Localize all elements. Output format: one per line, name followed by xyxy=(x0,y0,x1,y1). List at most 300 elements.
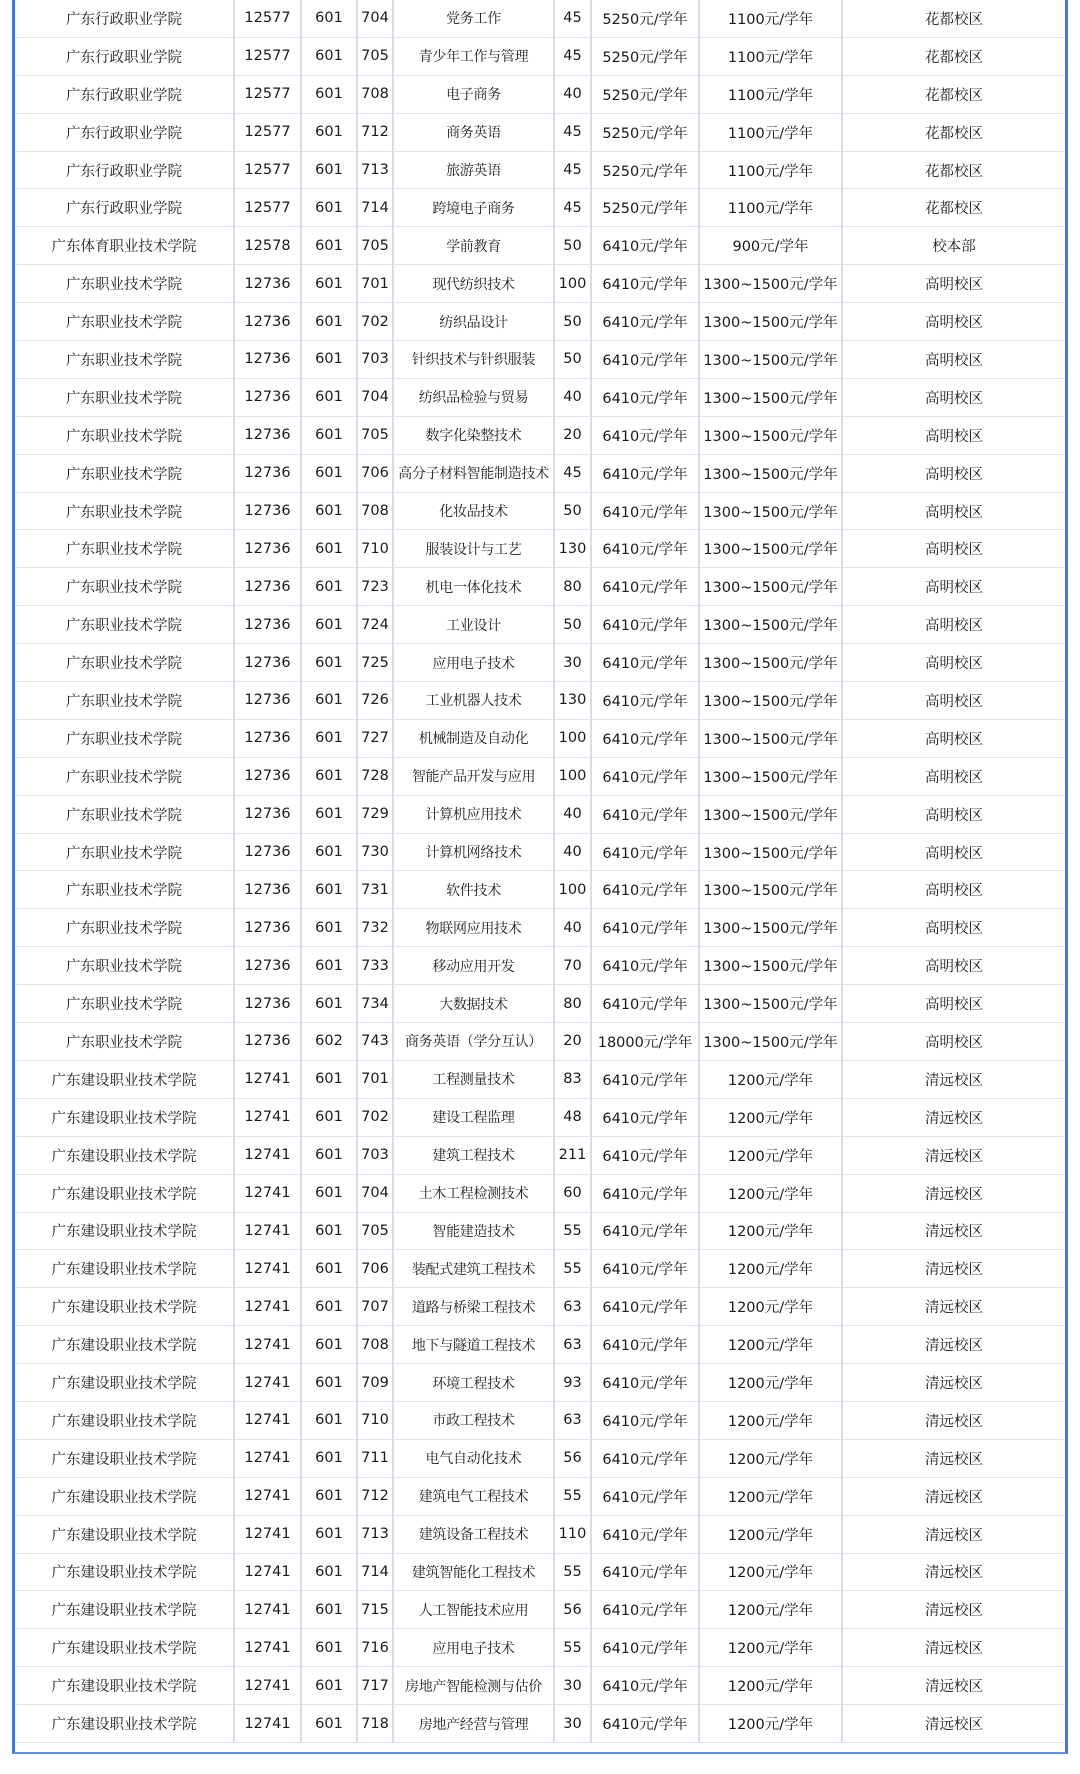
tuition-cell: 6410元/学年 xyxy=(591,1060,699,1098)
major-name-cell: 现代纺织技术 xyxy=(393,265,554,303)
campus-cell: 高明校区 xyxy=(842,644,1065,682)
major-code-cell: 705 xyxy=(357,1212,393,1250)
group-code-cell: 601 xyxy=(301,113,357,151)
campus-cell: 高明校区 xyxy=(842,1023,1065,1061)
major-name-cell: 大数据技术 xyxy=(393,985,554,1023)
plan-count-cell: 20 xyxy=(554,1023,591,1061)
major-name-cell: 道路与桥梁工程技术 xyxy=(393,1288,554,1326)
table-row xyxy=(15,719,1065,757)
school-code-cell: 12736 xyxy=(234,985,301,1023)
campus-cell: 清远校区 xyxy=(842,1326,1065,1364)
major-code-cell: 708 xyxy=(357,1326,393,1364)
accommodation-fee-cell: 1100元/学年 xyxy=(699,189,842,227)
table-row xyxy=(15,1212,1065,1250)
major-code-cell: 703 xyxy=(357,1136,393,1174)
campus-cell: 高明校区 xyxy=(842,416,1065,454)
plan-count-cell: 110 xyxy=(554,1515,591,1553)
accommodation-fee-cell: 1200元/学年 xyxy=(699,1591,842,1629)
campus-cell: 清远校区 xyxy=(842,1136,1065,1174)
major-code-cell: 702 xyxy=(357,303,393,341)
school-code-cell: 12736 xyxy=(234,833,301,871)
school-code-cell: 12577 xyxy=(234,151,301,189)
campus-cell: 高明校区 xyxy=(842,909,1065,947)
group-code-cell: 601 xyxy=(301,454,357,492)
major-name-cell: 党务工作 xyxy=(393,0,554,37)
plan-count-cell: 45 xyxy=(554,113,591,151)
school-code-cell: 12741 xyxy=(234,1288,301,1326)
school-name-cell: 广东行政职业学院 xyxy=(15,151,234,189)
major-code-cell: 711 xyxy=(357,1439,393,1477)
plan-count-cell: 50 xyxy=(554,341,591,379)
plan-count-cell: 55 xyxy=(554,1477,591,1515)
school-code-cell: 12741 xyxy=(234,1705,301,1743)
plan-count-cell: 63 xyxy=(554,1326,591,1364)
plan-count-cell: 50 xyxy=(554,606,591,644)
major-code-cell: 717 xyxy=(357,1667,393,1705)
campus-cell: 高明校区 xyxy=(842,530,1065,568)
group-code-cell: 601 xyxy=(301,871,357,909)
school-name-cell: 广东职业技术学院 xyxy=(15,1023,234,1061)
group-code-cell: 601 xyxy=(301,1591,357,1629)
school-code-cell: 12741 xyxy=(234,1364,301,1402)
school-code-cell: 12736 xyxy=(234,303,301,341)
campus-cell: 高明校区 xyxy=(842,265,1065,303)
plan-count-cell: 45 xyxy=(554,151,591,189)
campus-cell: 高明校区 xyxy=(842,795,1065,833)
tuition-cell: 5250元/学年 xyxy=(591,0,699,37)
group-code-cell: 601 xyxy=(301,1136,357,1174)
group-code-cell: 601 xyxy=(301,1705,357,1743)
group-code-cell: 601 xyxy=(301,1212,357,1250)
campus-cell: 清远校区 xyxy=(842,1439,1065,1477)
major-code-cell: 706 xyxy=(357,1250,393,1288)
major-name-cell: 电气自动化技术 xyxy=(393,1439,554,1477)
group-code-cell: 601 xyxy=(301,265,357,303)
tuition-cell: 6410元/学年 xyxy=(591,1288,699,1326)
table-row xyxy=(15,1553,1065,1591)
school-name-cell: 广东职业技术学院 xyxy=(15,719,234,757)
school-code-cell: 12741 xyxy=(234,1174,301,1212)
school-code-cell: 12736 xyxy=(234,795,301,833)
school-code-cell: 12736 xyxy=(234,757,301,795)
plan-count-cell: 45 xyxy=(554,0,591,37)
group-code-cell: 601 xyxy=(301,1326,357,1364)
major-name-cell: 建筑电气工程技术 xyxy=(393,1477,554,1515)
school-name-cell: 广东职业技术学院 xyxy=(15,454,234,492)
campus-cell: 花都校区 xyxy=(842,151,1065,189)
tuition-cell: 6410元/学年 xyxy=(591,644,699,682)
group-code-cell: 601 xyxy=(301,1477,357,1515)
plan-count-cell: 40 xyxy=(554,75,591,113)
accommodation-fee-cell: 1300~1500元/学年 xyxy=(699,682,842,720)
tuition-cell: 6410元/学年 xyxy=(591,1250,699,1288)
enrollment-table xyxy=(15,0,1065,1743)
tuition-cell: 6410元/学年 xyxy=(591,1591,699,1629)
accommodation-fee-cell: 1300~1500元/学年 xyxy=(699,719,842,757)
tuition-cell: 6410元/学年 xyxy=(591,985,699,1023)
tuition-cell: 6410元/学年 xyxy=(591,227,699,265)
table-row xyxy=(15,454,1065,492)
plan-count-cell: 130 xyxy=(554,530,591,568)
table-row xyxy=(15,1477,1065,1515)
school-name-cell: 广东体育职业技术学院 xyxy=(15,227,234,265)
table-row xyxy=(15,1401,1065,1439)
tuition-cell: 6410元/学年 xyxy=(591,265,699,303)
school-name-cell: 广东建设职业技术学院 xyxy=(15,1629,234,1667)
group-code-cell: 601 xyxy=(301,75,357,113)
campus-cell: 清远校区 xyxy=(842,1288,1065,1326)
table-row xyxy=(15,795,1065,833)
major-code-cell: 716 xyxy=(357,1629,393,1667)
school-code-cell: 12736 xyxy=(234,682,301,720)
school-name-cell: 广东建设职业技术学院 xyxy=(15,1705,234,1743)
tuition-cell: 6410元/学年 xyxy=(591,1667,699,1705)
campus-cell: 清远校区 xyxy=(842,1098,1065,1136)
accommodation-fee-cell: 1200元/学年 xyxy=(699,1629,842,1667)
major-code-cell: 704 xyxy=(357,378,393,416)
plan-count-cell: 83 xyxy=(554,1060,591,1098)
accommodation-fee-cell: 1300~1500元/学年 xyxy=(699,341,842,379)
school-code-cell: 12577 xyxy=(234,0,301,37)
group-code-cell: 601 xyxy=(301,833,357,871)
school-name-cell: 广东建设职业技术学院 xyxy=(15,1212,234,1250)
campus-cell: 高明校区 xyxy=(842,303,1065,341)
school-name-cell: 广东行政职业学院 xyxy=(15,0,234,37)
group-code-cell: 601 xyxy=(301,0,357,37)
major-code-cell: 743 xyxy=(357,1023,393,1061)
major-name-cell: 跨境电子商务 xyxy=(393,189,554,227)
major-name-cell: 智能产品开发与应用 xyxy=(393,757,554,795)
plan-count-cell: 80 xyxy=(554,568,591,606)
plan-count-cell: 100 xyxy=(554,757,591,795)
plan-count-cell: 45 xyxy=(554,189,591,227)
major-name-cell: 商务英语 xyxy=(393,113,554,151)
group-code-cell: 601 xyxy=(301,1098,357,1136)
tuition-cell: 6410元/学年 xyxy=(591,871,699,909)
school-name-cell: 广东行政职业学院 xyxy=(15,113,234,151)
plan-count-cell: 30 xyxy=(554,1667,591,1705)
accommodation-fee-cell: 1200元/学年 xyxy=(699,1477,842,1515)
plan-count-cell: 56 xyxy=(554,1439,591,1477)
plan-count-cell: 60 xyxy=(554,1174,591,1212)
accommodation-fee-cell: 1100元/学年 xyxy=(699,37,842,75)
major-name-cell: 机电一体化技术 xyxy=(393,568,554,606)
school-name-cell: 广东建设职业技术学院 xyxy=(15,1174,234,1212)
group-code-cell: 601 xyxy=(301,303,357,341)
major-code-cell: 712 xyxy=(357,1477,393,1515)
school-name-cell: 广东行政职业学院 xyxy=(15,189,234,227)
table-row xyxy=(15,37,1065,75)
tuition-cell: 6410元/学年 xyxy=(591,1515,699,1553)
accommodation-fee-cell: 1300~1500元/学年 xyxy=(699,871,842,909)
group-code-cell: 601 xyxy=(301,189,357,227)
school-code-cell: 12741 xyxy=(234,1553,301,1591)
table-row xyxy=(15,1705,1065,1743)
table-row xyxy=(15,1326,1065,1364)
accommodation-fee-cell: 1200元/学年 xyxy=(699,1060,842,1098)
school-name-cell: 广东职业技术学院 xyxy=(15,644,234,682)
plan-count-cell: 55 xyxy=(554,1629,591,1667)
major-name-cell: 计算机应用技术 xyxy=(393,795,554,833)
school-name-cell: 广东职业技术学院 xyxy=(15,985,234,1023)
group-code-cell: 601 xyxy=(301,227,357,265)
major-name-cell: 学前教育 xyxy=(393,227,554,265)
accommodation-fee-cell: 1200元/学年 xyxy=(699,1439,842,1477)
major-code-cell: 708 xyxy=(357,492,393,530)
campus-cell: 花都校区 xyxy=(842,113,1065,151)
plan-count-cell: 63 xyxy=(554,1288,591,1326)
accommodation-fee-cell: 1200元/学年 xyxy=(699,1553,842,1591)
major-code-cell: 734 xyxy=(357,985,393,1023)
school-code-cell: 12577 xyxy=(234,113,301,151)
campus-cell: 高明校区 xyxy=(842,341,1065,379)
table-row xyxy=(15,227,1065,265)
school-name-cell: 广东建设职业技术学院 xyxy=(15,1060,234,1098)
accommodation-fee-cell: 1300~1500元/学年 xyxy=(699,909,842,947)
tuition-cell: 6410元/学年 xyxy=(591,606,699,644)
tuition-cell: 6410元/学年 xyxy=(591,682,699,720)
tuition-cell: 6410元/学年 xyxy=(591,1553,699,1591)
table-row xyxy=(15,947,1065,985)
group-code-cell: 601 xyxy=(301,1174,357,1212)
school-code-cell: 12741 xyxy=(234,1060,301,1098)
table-row xyxy=(15,189,1065,227)
school-code-cell: 12736 xyxy=(234,909,301,947)
plan-count-cell: 40 xyxy=(554,795,591,833)
major-code-cell: 728 xyxy=(357,757,393,795)
major-name-cell: 计算机网络技术 xyxy=(393,833,554,871)
group-code-cell: 601 xyxy=(301,1553,357,1591)
school-code-cell: 12736 xyxy=(234,265,301,303)
tuition-cell: 6410元/学年 xyxy=(591,1212,699,1250)
school-code-cell: 12736 xyxy=(234,719,301,757)
table-row xyxy=(15,1439,1065,1477)
tuition-cell: 6410元/学年 xyxy=(591,568,699,606)
school-code-cell: 12577 xyxy=(234,75,301,113)
group-code-cell: 602 xyxy=(301,1023,357,1061)
accommodation-fee-cell: 1300~1500元/学年 xyxy=(699,644,842,682)
campus-cell: 花都校区 xyxy=(842,37,1065,75)
campus-cell: 清远校区 xyxy=(842,1364,1065,1402)
accommodation-fee-cell: 1300~1500元/学年 xyxy=(699,454,842,492)
campus-cell: 清远校区 xyxy=(842,1629,1065,1667)
group-code-cell: 601 xyxy=(301,795,357,833)
campus-cell: 清远校区 xyxy=(842,1250,1065,1288)
accommodation-fee-cell: 1100元/学年 xyxy=(699,75,842,113)
tuition-cell: 6410元/学年 xyxy=(591,1174,699,1212)
major-code-cell: 714 xyxy=(357,1553,393,1591)
accommodation-fee-cell: 1200元/学年 xyxy=(699,1667,842,1705)
campus-cell: 校本部 xyxy=(842,227,1065,265)
school-name-cell: 广东职业技术学院 xyxy=(15,378,234,416)
table-row xyxy=(15,303,1065,341)
accommodation-fee-cell: 1200元/学年 xyxy=(699,1212,842,1250)
tuition-cell: 6410元/学年 xyxy=(591,757,699,795)
accommodation-fee-cell: 1200元/学年 xyxy=(699,1401,842,1439)
school-code-cell: 12577 xyxy=(234,189,301,227)
tuition-cell: 6410元/学年 xyxy=(591,1705,699,1743)
tuition-cell: 6410元/学年 xyxy=(591,378,699,416)
major-code-cell: 715 xyxy=(357,1591,393,1629)
major-name-cell: 装配式建筑工程技术 xyxy=(393,1250,554,1288)
school-name-cell: 广东建设职业技术学院 xyxy=(15,1477,234,1515)
campus-cell: 清远校区 xyxy=(842,1401,1065,1439)
table-row xyxy=(15,378,1065,416)
major-code-cell: 732 xyxy=(357,909,393,947)
accommodation-fee-cell: 1300~1500元/学年 xyxy=(699,568,842,606)
group-code-cell: 601 xyxy=(301,1629,357,1667)
tuition-cell: 6410元/学年 xyxy=(591,341,699,379)
tuition-cell: 6410元/学年 xyxy=(591,1136,699,1174)
school-code-cell: 12741 xyxy=(234,1667,301,1705)
school-code-cell: 12736 xyxy=(234,454,301,492)
table-row xyxy=(15,1591,1065,1629)
plan-count-cell: 56 xyxy=(554,1591,591,1629)
table-row xyxy=(15,833,1065,871)
school-code-cell: 12741 xyxy=(234,1591,301,1629)
accommodation-fee-cell: 1300~1500元/学年 xyxy=(699,833,842,871)
group-code-cell: 601 xyxy=(301,341,357,379)
plan-count-cell: 48 xyxy=(554,1098,591,1136)
campus-cell: 高明校区 xyxy=(842,947,1065,985)
plan-count-cell: 45 xyxy=(554,37,591,75)
table-row xyxy=(15,0,1065,37)
campus-cell: 清远校区 xyxy=(842,1174,1065,1212)
table-row xyxy=(15,1629,1065,1667)
school-code-cell: 12741 xyxy=(234,1515,301,1553)
table-row xyxy=(15,341,1065,379)
table-row xyxy=(15,492,1065,530)
major-code-cell: 713 xyxy=(357,1515,393,1553)
major-name-cell: 工业设计 xyxy=(393,606,554,644)
school-name-cell: 广东职业技术学院 xyxy=(15,682,234,720)
campus-cell: 高明校区 xyxy=(842,757,1065,795)
school-name-cell: 广东职业技术学院 xyxy=(15,568,234,606)
tuition-cell: 6410元/学年 xyxy=(591,454,699,492)
group-code-cell: 601 xyxy=(301,37,357,75)
campus-cell: 高明校区 xyxy=(842,568,1065,606)
table-row xyxy=(15,151,1065,189)
school-code-cell: 12736 xyxy=(234,644,301,682)
major-name-cell: 化妆品技术 xyxy=(393,492,554,530)
campus-cell: 清远校区 xyxy=(842,1667,1065,1705)
tuition-cell: 5250元/学年 xyxy=(591,75,699,113)
major-name-cell: 土木工程检测技术 xyxy=(393,1174,554,1212)
accommodation-fee-cell: 1200元/学年 xyxy=(699,1288,842,1326)
accommodation-fee-cell: 1300~1500元/学年 xyxy=(699,606,842,644)
campus-cell: 高明校区 xyxy=(842,606,1065,644)
group-code-cell: 601 xyxy=(301,1439,357,1477)
school-name-cell: 广东职业技术学院 xyxy=(15,303,234,341)
major-code-cell: 704 xyxy=(357,0,393,37)
major-name-cell: 纺织品检验与贸易 xyxy=(393,378,554,416)
table-row xyxy=(15,1136,1065,1174)
campus-cell: 高明校区 xyxy=(842,682,1065,720)
major-name-cell: 机械制造及自动化 xyxy=(393,719,554,757)
school-name-cell: 广东建设职业技术学院 xyxy=(15,1136,234,1174)
tuition-cell: 6410元/学年 xyxy=(591,1439,699,1477)
accommodation-fee-cell: 1300~1500元/学年 xyxy=(699,795,842,833)
campus-cell: 清远校区 xyxy=(842,1212,1065,1250)
major-code-cell: 703 xyxy=(357,341,393,379)
school-name-cell: 广东职业技术学院 xyxy=(15,833,234,871)
table-row xyxy=(15,1364,1065,1402)
school-name-cell: 广东职业技术学院 xyxy=(15,341,234,379)
accommodation-fee-cell: 1200元/学年 xyxy=(699,1326,842,1364)
group-code-cell: 601 xyxy=(301,1515,357,1553)
plan-count-cell: 50 xyxy=(554,492,591,530)
school-name-cell: 广东建设职业技术学院 xyxy=(15,1591,234,1629)
major-code-cell: 702 xyxy=(357,1098,393,1136)
plan-count-cell: 63 xyxy=(554,1401,591,1439)
major-code-cell: 727 xyxy=(357,719,393,757)
campus-cell: 清远校区 xyxy=(842,1553,1065,1591)
school-name-cell: 广东建设职业技术学院 xyxy=(15,1326,234,1364)
major-code-cell: 701 xyxy=(357,265,393,303)
group-code-cell: 601 xyxy=(301,568,357,606)
plan-count-cell: 100 xyxy=(554,871,591,909)
campus-cell: 清远校区 xyxy=(842,1060,1065,1098)
group-code-cell: 601 xyxy=(301,757,357,795)
tuition-cell: 6410元/学年 xyxy=(591,1326,699,1364)
table-row xyxy=(15,416,1065,454)
major-name-cell: 建筑智能化工程技术 xyxy=(393,1553,554,1591)
major-code-cell: 731 xyxy=(357,871,393,909)
major-name-cell: 房地产经营与管理 xyxy=(393,1705,554,1743)
group-code-cell: 601 xyxy=(301,644,357,682)
group-code-cell: 601 xyxy=(301,682,357,720)
tuition-cell: 5250元/学年 xyxy=(591,37,699,75)
campus-cell: 高明校区 xyxy=(842,378,1065,416)
school-code-cell: 12741 xyxy=(234,1136,301,1174)
plan-count-cell: 100 xyxy=(554,265,591,303)
major-code-cell: 712 xyxy=(357,113,393,151)
tuition-cell: 6410元/学年 xyxy=(591,492,699,530)
plan-count-cell: 20 xyxy=(554,416,591,454)
major-name-cell: 市政工程技术 xyxy=(393,1401,554,1439)
plan-count-cell: 130 xyxy=(554,682,591,720)
group-code-cell: 601 xyxy=(301,1060,357,1098)
school-code-cell: 12736 xyxy=(234,416,301,454)
campus-cell: 高明校区 xyxy=(842,871,1065,909)
school-name-cell: 广东职业技术学院 xyxy=(15,909,234,947)
school-code-cell: 12741 xyxy=(234,1212,301,1250)
major-name-cell: 工业机器人技术 xyxy=(393,682,554,720)
campus-cell: 清远校区 xyxy=(842,1591,1065,1629)
table-row xyxy=(15,909,1065,947)
major-code-cell: 705 xyxy=(357,227,393,265)
major-code-cell: 710 xyxy=(357,1401,393,1439)
major-name-cell: 物联网应用技术 xyxy=(393,909,554,947)
school-name-cell: 广东建设职业技术学院 xyxy=(15,1439,234,1477)
accommodation-fee-cell: 900元/学年 xyxy=(699,227,842,265)
table-row xyxy=(15,682,1065,720)
plan-count-cell: 55 xyxy=(554,1212,591,1250)
school-code-cell: 12736 xyxy=(234,947,301,985)
group-code-cell: 601 xyxy=(301,1250,357,1288)
school-name-cell: 广东建设职业技术学院 xyxy=(15,1515,234,1553)
school-code-cell: 12577 xyxy=(234,37,301,75)
school-name-cell: 广东建设职业技术学院 xyxy=(15,1250,234,1288)
school-name-cell: 广东职业技术学院 xyxy=(15,530,234,568)
campus-cell: 清远校区 xyxy=(842,1477,1065,1515)
group-code-cell: 601 xyxy=(301,947,357,985)
major-code-cell: 733 xyxy=(357,947,393,985)
table-row xyxy=(15,1288,1065,1326)
table-row xyxy=(15,75,1065,113)
table-row xyxy=(15,1667,1065,1705)
accommodation-fee-cell: 1300~1500元/学年 xyxy=(699,985,842,1023)
